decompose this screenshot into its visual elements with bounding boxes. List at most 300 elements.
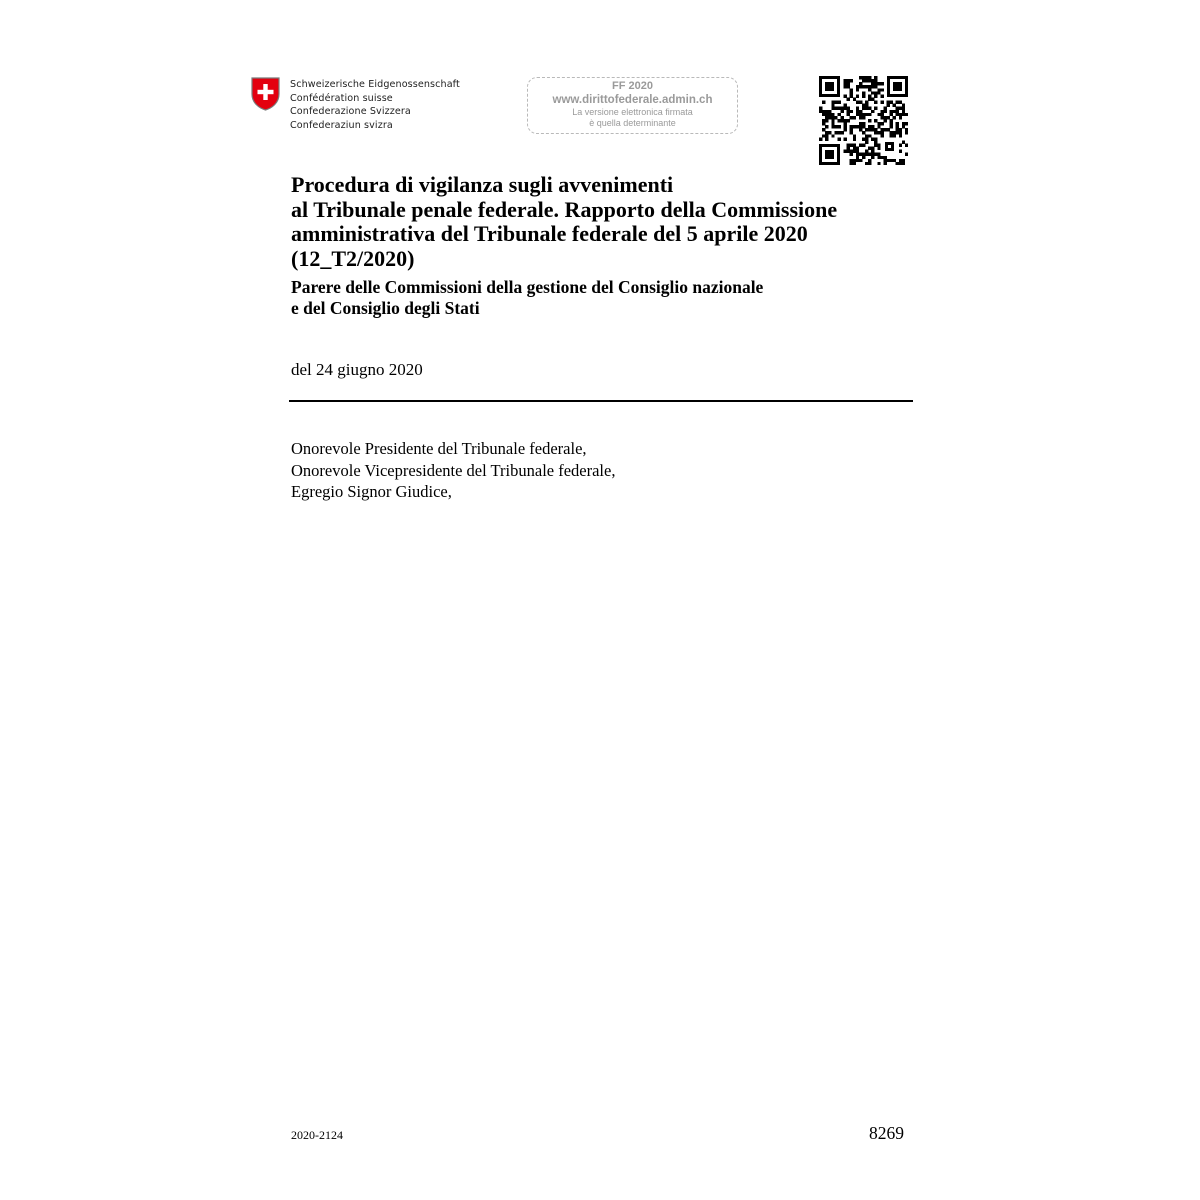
qr-module	[844, 150, 847, 153]
qr-module	[828, 110, 831, 113]
horizontal-divider	[289, 400, 913, 402]
qr-module	[828, 113, 831, 116]
qr-module	[865, 113, 868, 116]
qr-module	[871, 85, 874, 88]
qr-module	[825, 125, 828, 128]
qr-module	[880, 113, 883, 116]
qr-module	[877, 147, 880, 150]
qr-module	[819, 107, 822, 110]
qr-module	[825, 134, 828, 137]
confederation-name-fr: Confédération suisse	[290, 92, 393, 104]
qr-module	[865, 162, 868, 165]
qr-module	[859, 122, 862, 125]
qr-module	[865, 153, 868, 156]
qr-module	[899, 150, 902, 153]
qr-module	[862, 137, 865, 140]
qr-module	[880, 116, 883, 119]
qr-module	[896, 101, 899, 104]
qr-module	[865, 128, 868, 131]
stamp-note-line1: La versione elettronica firmata	[572, 107, 693, 117]
qr-module	[880, 88, 883, 91]
qr-module	[902, 104, 905, 107]
qr-module	[893, 116, 896, 119]
qr-module	[844, 104, 847, 107]
qr-module	[834, 116, 837, 119]
qr-module	[902, 125, 905, 128]
qr-module	[871, 125, 874, 128]
qr-module	[837, 113, 840, 116]
qr-module	[862, 85, 865, 88]
qr-module	[831, 122, 834, 125]
qr-module	[862, 116, 865, 119]
qr-module	[856, 113, 859, 116]
stamp-note-line2: è quella determinante	[589, 118, 676, 128]
qr-module	[850, 88, 853, 91]
qr-module	[883, 116, 886, 119]
qr-module	[847, 79, 850, 82]
qr-module	[871, 137, 874, 140]
qr-module	[902, 159, 905, 162]
qr-module	[837, 137, 840, 140]
qr-module	[905, 144, 908, 147]
document-number: 2020-2124	[291, 1128, 343, 1142]
qr-module	[853, 162, 856, 165]
qr-module	[871, 128, 874, 131]
qr-module	[862, 91, 865, 94]
title-line: (12_T2/2020)	[291, 245, 415, 271]
qr-module	[868, 113, 871, 116]
qr-module	[822, 101, 825, 104]
qr-module	[868, 94, 871, 97]
qr-module	[871, 82, 874, 85]
document-subtitle	[291, 277, 763, 319]
qr-module	[899, 162, 902, 165]
qr-module	[865, 150, 868, 153]
qr-module	[847, 85, 850, 88]
qr-module	[862, 122, 865, 125]
document-title	[291, 173, 837, 271]
qr-module	[822, 110, 825, 113]
qr-module	[834, 125, 837, 128]
qr-module	[899, 116, 902, 119]
qr-code-icon	[819, 76, 908, 165]
qr-module	[868, 125, 871, 128]
qr-module	[890, 125, 893, 128]
qr-module	[834, 131, 837, 134]
qr-module	[862, 94, 865, 97]
qr-module	[899, 131, 902, 134]
qr-module	[868, 159, 871, 162]
qr-module	[862, 156, 865, 159]
qr-module	[880, 131, 883, 134]
qr-module	[899, 134, 902, 137]
qr-module	[893, 110, 896, 113]
confederation-name-it: Confederazione Svizzera	[290, 106, 411, 117]
qr-module	[850, 128, 853, 131]
qr-module	[840, 131, 843, 134]
qr-module	[862, 144, 865, 147]
qr-module	[868, 153, 871, 156]
qr-module	[850, 131, 853, 134]
qr-module	[890, 101, 893, 104]
qr-module	[874, 76, 877, 79]
qr-module	[905, 153, 908, 156]
qr-module	[877, 153, 880, 156]
qr-module	[883, 128, 886, 131]
qr-module	[874, 128, 877, 131]
qr-module	[831, 125, 834, 128]
qr-module	[868, 134, 871, 137]
qr-module	[890, 113, 893, 116]
qr-module	[905, 113, 908, 116]
qr-module	[828, 116, 831, 119]
qr-module	[831, 134, 834, 137]
qr-module	[831, 116, 834, 119]
qr-module	[905, 128, 908, 131]
qr-module	[850, 94, 853, 97]
title-line: amministrativa del Tribunale federale del 5 aprile 2020	[291, 221, 808, 246]
qr-module	[856, 125, 859, 128]
qr-module	[868, 147, 871, 150]
qr-module	[847, 119, 850, 122]
qr-module	[831, 104, 834, 107]
qr-module	[877, 144, 880, 147]
qr-module	[865, 85, 868, 88]
qr-module	[902, 140, 905, 143]
qr-module	[871, 153, 874, 156]
qr-module	[856, 110, 859, 113]
qr-module	[862, 131, 865, 134]
qr-module	[896, 107, 899, 110]
qr-module	[844, 137, 847, 140]
qr-module	[819, 137, 822, 140]
qr-module	[837, 131, 840, 134]
qr-module	[844, 82, 847, 85]
qr-module	[874, 140, 877, 143]
qr-module	[874, 82, 877, 85]
qr-module	[856, 150, 859, 153]
qr-module	[893, 104, 896, 107]
qr-module	[880, 156, 883, 159]
qr-module	[893, 134, 896, 137]
qr-module	[874, 153, 877, 156]
qr-module	[856, 153, 859, 156]
qr-module	[890, 134, 893, 137]
qr-module	[880, 128, 883, 131]
qr-module	[831, 101, 834, 104]
swiss-coat-of-arms-icon	[251, 77, 280, 111]
qr-module	[819, 110, 822, 113]
qr-module	[887, 159, 890, 162]
qr-module	[856, 85, 859, 88]
qr-module	[840, 110, 843, 113]
qr-module	[859, 159, 862, 162]
qr-module	[850, 162, 853, 165]
qr-module	[847, 82, 850, 85]
qr-module	[883, 159, 886, 162]
qr-module	[865, 101, 868, 104]
qr-module	[865, 140, 868, 143]
page-number: 8269	[869, 1123, 904, 1143]
title-line: al Tribunale penale federale. Rapporto della Commissione	[291, 196, 838, 222]
qr-module	[847, 144, 850, 147]
qr-module	[840, 107, 843, 110]
official-publication-stamp	[527, 77, 738, 134]
qr-module	[856, 94, 859, 97]
qr-module	[865, 107, 868, 110]
qr-module	[868, 97, 871, 100]
qr-module	[844, 79, 847, 82]
qr-module	[837, 119, 840, 122]
qr-module	[890, 131, 893, 134]
qr-module	[853, 147, 856, 150]
qr-module	[871, 156, 874, 159]
qr-module	[847, 110, 850, 113]
qr-module	[850, 79, 853, 82]
qr-module	[831, 107, 834, 110]
qr-module	[880, 101, 883, 104]
qr-module	[865, 76, 868, 79]
qr-module	[837, 101, 840, 104]
qr-module	[840, 116, 843, 119]
qr-module	[862, 125, 865, 128]
subtitle-line: e del Consiglio degli Stati	[291, 298, 480, 318]
qr-module	[844, 119, 847, 122]
confederation-name-rm: Confederaziun svizra	[290, 119, 393, 131]
qr-module	[859, 116, 862, 119]
qr-module	[905, 131, 908, 134]
qr-module	[825, 137, 828, 140]
qr-module	[877, 162, 880, 165]
qr-module	[856, 88, 859, 91]
qr-module	[890, 110, 893, 113]
qr-module	[862, 104, 865, 107]
qr-module	[862, 76, 865, 79]
qr-module	[859, 153, 862, 156]
qr-module	[828, 131, 831, 134]
qr-module	[853, 125, 856, 128]
qr-module	[871, 110, 874, 113]
qr-module	[831, 119, 834, 122]
subtitle-line: Parere delle Commissioni della gestione del Consiglio nazionale	[291, 277, 764, 297]
qr-module	[862, 107, 865, 110]
qr-module	[868, 128, 871, 131]
qr-module	[874, 94, 877, 97]
qr-module	[850, 91, 853, 94]
qr-module	[871, 147, 874, 150]
qr-module	[874, 101, 877, 104]
qr-module	[890, 159, 893, 162]
qr-module	[844, 85, 847, 88]
qr-module	[847, 147, 850, 150]
qr-module	[902, 113, 905, 116]
qr-module	[874, 85, 877, 88]
qr-module	[847, 113, 850, 116]
qr-module	[871, 79, 874, 82]
qr-module	[877, 91, 880, 94]
qr-module	[856, 156, 859, 159]
qr-module	[890, 122, 893, 125]
qr-module	[859, 85, 862, 88]
qr-module	[822, 122, 825, 125]
qr-module	[859, 144, 862, 147]
qr-module	[831, 113, 834, 116]
qr-module	[850, 159, 853, 162]
qr-module	[859, 82, 862, 85]
qr-module	[896, 128, 899, 131]
qr-module	[880, 94, 883, 97]
qr-module	[887, 128, 890, 131]
qr-module	[893, 159, 896, 162]
qr-module	[887, 101, 890, 104]
qr-module	[868, 162, 871, 165]
qr-module	[899, 128, 902, 131]
qr-module	[868, 79, 871, 82]
qr-module	[850, 116, 853, 119]
qr-module	[850, 153, 853, 156]
qr-module	[874, 144, 877, 147]
confederation-name-de: Schweizerische Eidgenossenschaft	[290, 79, 460, 90]
qr-module	[859, 101, 862, 104]
qr-module	[825, 113, 828, 116]
qr-module	[883, 162, 886, 165]
qr-module	[856, 159, 859, 162]
stamp-website: www.dirittofederale.admin.ch	[552, 94, 713, 106]
qr-module	[865, 104, 868, 107]
qr-module	[880, 134, 883, 137]
qr-module	[890, 119, 893, 122]
qr-module	[859, 128, 862, 131]
qr-module	[853, 159, 856, 162]
qr-module	[899, 107, 902, 110]
qr-module	[883, 156, 886, 159]
salutation-line: Onorevole Presidente del Tribunale federale,	[291, 439, 587, 458]
qr-module	[868, 88, 871, 91]
qr-module	[844, 94, 847, 97]
qr-module	[822, 113, 825, 116]
qr-module	[874, 91, 877, 94]
qr-module	[825, 131, 828, 134]
qr-module	[822, 119, 825, 122]
qr-module	[844, 128, 847, 131]
qr-module	[896, 125, 899, 128]
document-date: del 24 giugno 2020	[291, 360, 423, 379]
qr-module	[899, 159, 902, 162]
qr-module	[874, 79, 877, 82]
qr-module	[877, 113, 880, 116]
qr-module	[868, 107, 871, 110]
title-line: Procedura di vigilanza sugli avvenimenti	[291, 172, 674, 197]
qr-module	[874, 107, 877, 110]
qr-module	[865, 134, 868, 137]
qr-module	[899, 144, 902, 147]
qr-module	[847, 97, 850, 100]
qr-module	[902, 110, 905, 113]
salutation-block	[291, 438, 615, 503]
qr-module	[856, 101, 859, 104]
qr-module	[834, 101, 837, 104]
qr-module	[837, 125, 840, 128]
qr-module	[902, 122, 905, 125]
qr-module	[853, 134, 856, 137]
qr-module	[865, 79, 868, 82]
qr-module	[850, 110, 853, 113]
qr-module	[887, 116, 890, 119]
qr-module	[850, 125, 853, 128]
qr-module	[840, 119, 843, 122]
qr-module	[868, 119, 871, 122]
qr-module	[844, 107, 847, 110]
qr-module	[899, 101, 902, 104]
qr-module	[874, 137, 877, 140]
qr-module	[871, 91, 874, 94]
qr-module	[877, 131, 880, 134]
qr-module	[865, 137, 868, 140]
qr-module	[899, 113, 902, 116]
qr-module	[844, 122, 847, 125]
qr-module	[871, 150, 874, 153]
qr-module	[856, 107, 859, 110]
qr-module	[853, 116, 856, 119]
qr-module	[896, 122, 899, 125]
qr-module	[859, 76, 862, 79]
qr-module	[893, 131, 896, 134]
qr-module	[887, 104, 890, 107]
qr-module	[825, 110, 828, 113]
qr-module	[883, 110, 886, 113]
qr-module	[850, 144, 853, 147]
qr-module	[896, 113, 899, 116]
qr-module	[825, 116, 828, 119]
qr-module	[856, 147, 859, 150]
salutation-line: Egregio Signor Giudice,	[291, 482, 452, 501]
confederation-names	[290, 78, 460, 132]
qr-module	[822, 134, 825, 137]
qr-module	[853, 97, 856, 100]
qr-module	[850, 150, 853, 153]
qr-module	[859, 110, 862, 113]
qr-module	[868, 76, 871, 79]
qr-module	[844, 125, 847, 128]
qr-module	[896, 110, 899, 113]
qr-module	[877, 122, 880, 125]
qr-module	[862, 153, 865, 156]
qr-module	[880, 110, 883, 113]
qr-module	[896, 131, 899, 134]
qr-module	[874, 119, 877, 122]
qr-module	[877, 82, 880, 85]
qr-module	[877, 125, 880, 128]
qr-module	[859, 113, 862, 116]
qr-module	[896, 162, 899, 165]
qr-module	[871, 97, 874, 100]
qr-module	[880, 82, 883, 85]
qr-module	[880, 122, 883, 125]
qr-module	[825, 119, 828, 122]
qr-module	[853, 150, 856, 153]
qr-module	[877, 88, 880, 91]
qr-module	[905, 122, 908, 125]
salutation-line: Onorevole Vicepresidente del Tribunale federale,	[291, 460, 616, 480]
qr-module	[853, 144, 856, 147]
qr-module	[883, 119, 886, 122]
qr-module	[859, 125, 862, 128]
qr-module	[834, 107, 837, 110]
qr-module	[877, 156, 880, 159]
qr-module	[868, 85, 871, 88]
stamp-edition: FF 2020	[612, 80, 653, 92]
qr-module	[874, 131, 877, 134]
